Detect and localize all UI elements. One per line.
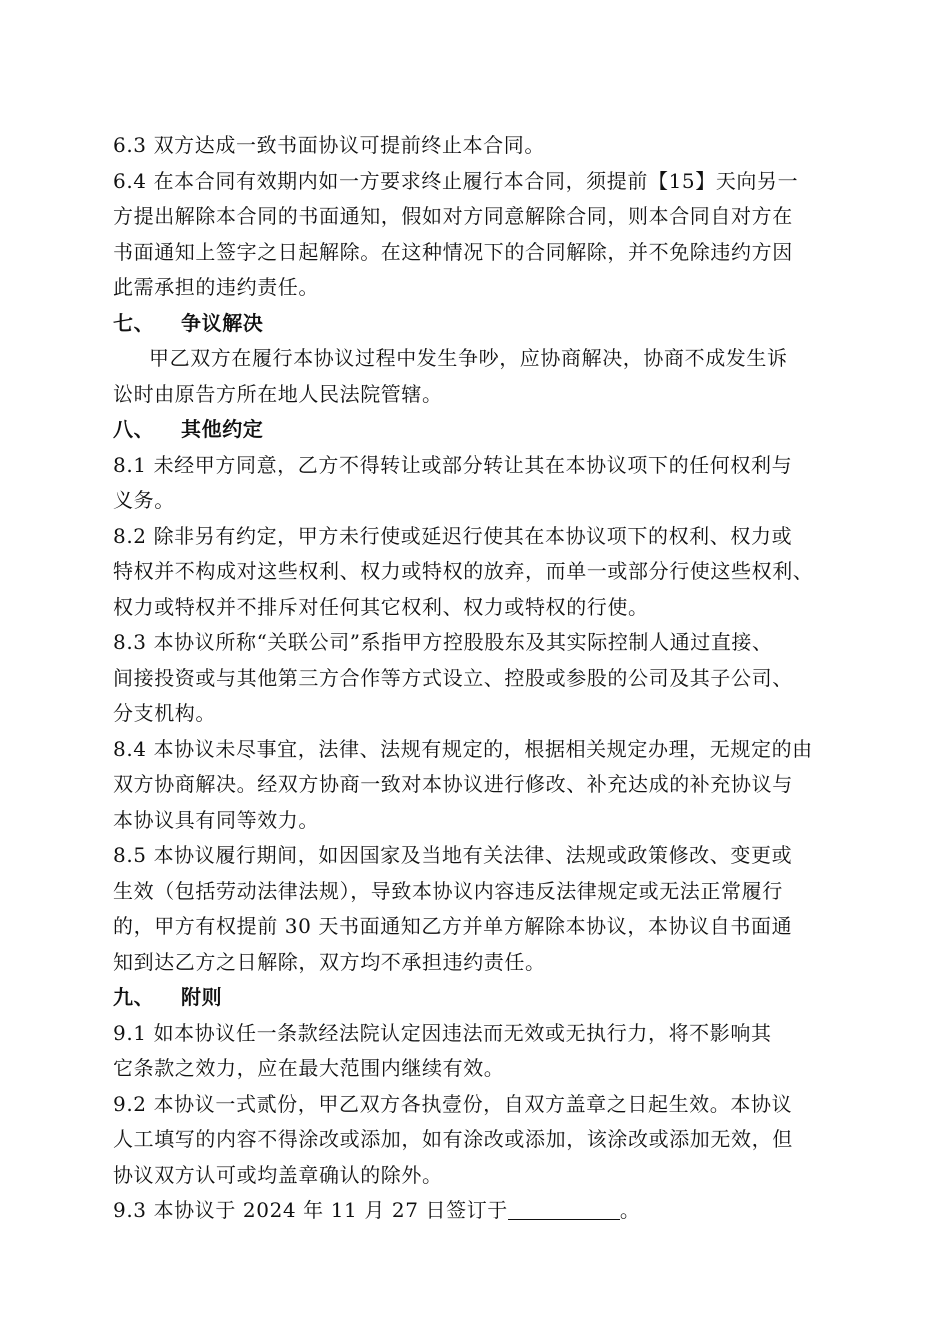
clause-text: 9.3 本协议于 2024 年 11 月 27 日签订于	[113, 1198, 508, 1222]
clause-line: 6.4 在本合同有效期内如一方要求终止履行本合同，须提前【15】天向另一	[113, 168, 799, 193]
clause-9-2	[113, 1087, 853, 1194]
clause-8-3	[113, 625, 853, 732]
clause-line: 此需承担的违约责任。	[113, 275, 319, 299]
clause-line: 6.3 双方达成一致书面协议可提前终止本合同。	[113, 133, 545, 157]
clause-line: 双方协商解决。经双方协商一致对本协议进行修改、补充达成的补充协议与	[113, 772, 793, 796]
clause-line: 的，甲方有权提前 30 天书面通知乙方并单方解除本协议，本协议自书面通	[113, 914, 793, 938]
clause-line: 特权并不构成对这些权利、权力或特权的放弃，而单一或部分行使这些权利、	[113, 559, 814, 583]
section-heading-7	[113, 306, 853, 342]
clause-line: 它条款之效力，应在最大范围内继续有效。	[113, 1056, 505, 1080]
clause-6-4	[113, 164, 853, 306]
clause-line: 书面通知上签字之日起解除。在这种情况下的合同解除，并不免除违约方因	[113, 239, 793, 264]
section-title: 争议解决	[181, 310, 264, 335]
clause-line: 8.2 除非另有约定，甲方未行使或延迟行使其在本协议项下的权利、权力或	[113, 523, 793, 548]
clause-line: 权力或特权并不排斥对任何其它权利、权力或特权的行使。	[113, 594, 649, 619]
clause-line: 8.5 本协议履行期间，如因国家及当地有关法律、法规或政策修改、变更或	[113, 843, 793, 867]
clause-9-3	[113, 1193, 853, 1229]
clause-8-5	[113, 838, 853, 980]
paragraph-line: 讼时由原告方所在地人民法院管辖。	[113, 381, 443, 406]
paragraph-line: 甲乙双方在履行本协议过程中发生争吵，应协商解决，协商不成发生诉	[149, 346, 788, 370]
clause-line: 8.1 未经甲方同意，乙方不得转让或部分转让其在本协议项下的任何权利与	[113, 452, 793, 477]
clause-8-1	[113, 448, 853, 519]
clause-9-1	[113, 1016, 853, 1087]
clause-line: 9.1 如本协议任一条款经法院认定因违法而无效或无执行力，将不影响其	[113, 1020, 772, 1045]
signing-place-blank	[508, 1197, 620, 1220]
clause-line: 9.2 本协议一式贰份，甲乙双方各执壹份，自双方盖章之日起生效。本协议	[113, 1091, 793, 1116]
clause-line: 本协议具有同等效力。	[113, 807, 319, 832]
section-title: 其他约定	[181, 417, 264, 441]
clause-line: 义务。	[113, 488, 175, 512]
document-page	[113, 128, 853, 1229]
section-title: 附则	[181, 985, 223, 1009]
section-number: 七、	[113, 310, 155, 335]
clause-6-3	[113, 128, 853, 164]
clause-8-4	[113, 732, 853, 839]
clause-end-punctuation: 。	[619, 1198, 641, 1222]
clause-line: 分支机构。	[113, 701, 216, 725]
clause-line: 知到达乙方之日解除，双方均不承担违约责任。	[113, 949, 546, 974]
clause-line: 方提出解除本合同的书面通知，假如对方同意解除合同，则本合同自对方在	[113, 204, 793, 228]
clause-line: 8.4 本协议未尽事宜，法律、法规有规定的，根据相关规定办理，无规定的由	[113, 736, 813, 761]
section-heading-8	[113, 412, 853, 448]
section-7-body	[113, 341, 853, 412]
section-heading-9	[113, 980, 853, 1016]
clause-line: 生效（包括劳动法律法规），导致本协议内容违反法律规定或无法正常履行	[113, 878, 783, 903]
clause-line: 8.3 本协议所称“关联公司”系指甲方控股股东及其实际控制人通过直接、	[113, 630, 773, 654]
section-number: 九、	[113, 985, 155, 1009]
clause-line: 间接投资或与其他第三方合作等方式设立、控股或参股的公司及其子公司、	[113, 665, 793, 690]
clause-8-2	[113, 519, 853, 626]
section-number: 八、	[113, 417, 155, 441]
clause-line: 人工填写的内容不得涂改或添加，如有涂改或添加，该涂改或添加无效，但	[113, 1127, 793, 1151]
clause-line: 协议双方认可或均盖章确认的除外。	[113, 1162, 443, 1187]
